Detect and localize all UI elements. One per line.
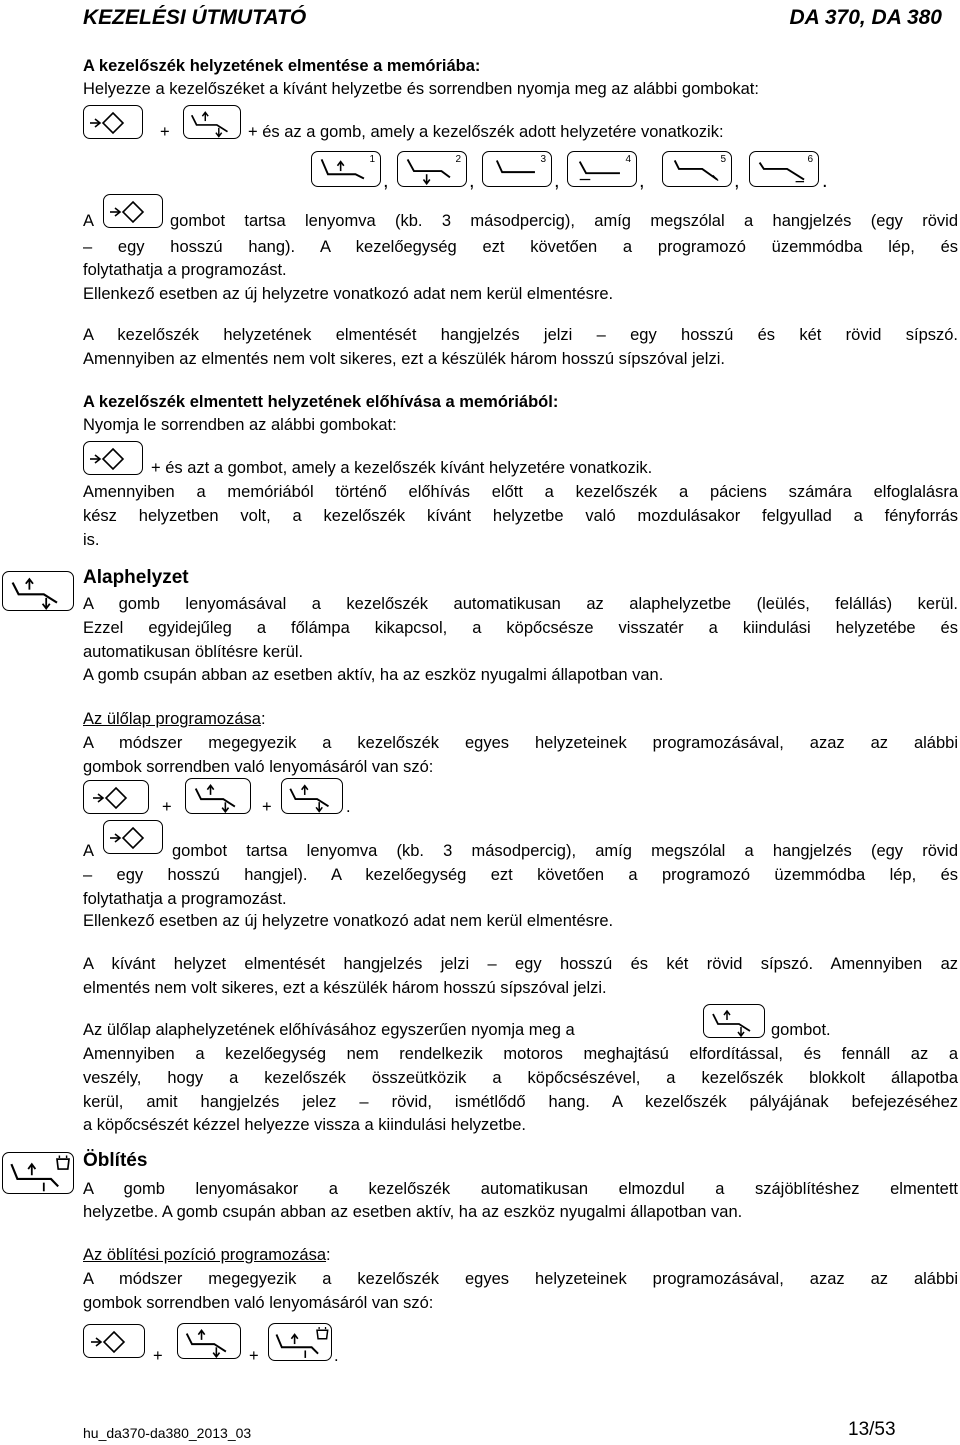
subsection-title: Az öblítési pozíció programozása: xyxy=(83,1246,331,1264)
position-number: 1 xyxy=(369,154,375,165)
period: . xyxy=(822,170,828,192)
position-number: 2 xyxy=(455,154,461,165)
text-line: A xyxy=(83,842,95,860)
page-number: 13/53 xyxy=(848,1419,896,1440)
text-line: + és az a gomb, amely a kezelőszék adott helyzetére vonatkozik: xyxy=(248,123,724,141)
position-1-icon xyxy=(311,151,381,187)
comma: , xyxy=(383,170,389,192)
plus-sign: + xyxy=(249,1347,259,1365)
plus-sign: + xyxy=(162,798,172,816)
subsection-title: Az ülőlap programozása: xyxy=(83,710,266,728)
text-line: gombok sorrendben való lenyomásáról van szó: xyxy=(83,1294,434,1312)
position-number: 6 xyxy=(807,154,813,165)
text-line: A módszer megegyezik a kezelőszék egyes helyzeteinek programozásával, azaz az alábbi xyxy=(83,734,958,752)
position-4-icon xyxy=(567,151,637,187)
position-3-icon xyxy=(482,151,552,187)
section-title-save: A kezelőszék helyzetének elmentése a memóriába: xyxy=(83,57,481,75)
text-line: A kívánt helyzet elmentését hangjelzés jelzi – egy hosszú és két rövid sípszó. Amennyiben az xyxy=(83,955,958,973)
text-line: A gomb csupán abban az esetben aktív, ha az eszköz nyugalmi állapotban van. xyxy=(83,666,664,684)
memory-icon xyxy=(83,780,149,814)
text-line: – egy hosszú hangjel). A kezelőegység ezt követően a programozó üzemmódba lép, és xyxy=(83,866,958,884)
period: . xyxy=(346,798,351,816)
chair-position-icon xyxy=(183,105,241,139)
text-line: A xyxy=(83,212,95,230)
text-line: – egy hosszú hang). A kezelőegység ezt követően a programozó üzemmódba lép, és xyxy=(83,238,958,256)
text-line: A gomb lenyomásakor a kezelőszék automatikusan elmozdul a szájöblítéshez elmentett xyxy=(83,1180,958,1198)
position-number: 4 xyxy=(625,154,631,165)
memory-icon xyxy=(83,1324,145,1358)
section-title-recall: A kezelőszék elmentett helyzetének előhívása a memóriából: xyxy=(83,393,559,411)
chair-position-icon xyxy=(185,778,251,814)
comma: , xyxy=(734,170,740,192)
comma: , xyxy=(469,170,475,192)
text-line: Ellenkező esetben az új helyzetre vonatkozó adat nem kerül elmentésre. xyxy=(83,912,614,930)
plus-sign: + xyxy=(160,123,170,141)
text-line: Nyomja le sorrendben az alábbi gombokat: xyxy=(83,416,397,434)
home-position-icon xyxy=(281,778,343,814)
text-line: A kezelőszék helyzetének elmentését hangjelzés jelzi – egy hosszú és két rövid sípszó. xyxy=(83,326,958,344)
text-line: gombok sorrendben való lenyomásáról van szó: xyxy=(83,758,434,776)
doc-title: KEZELÉSI ÚTMUTATÓ xyxy=(83,6,307,29)
text-line: kerül, amit hangjelzés jelez – rövid, ismétlődő hang. A kezelőszék pályájának befejezéséhez xyxy=(83,1093,958,1111)
chair-position-icon xyxy=(177,1323,241,1359)
comma: , xyxy=(639,170,645,192)
position-number: 5 xyxy=(720,154,726,165)
text-line: automatikusan öblítésre kerül. xyxy=(83,643,304,661)
home-position-icon xyxy=(703,1004,765,1038)
memory-icon xyxy=(83,105,143,139)
text-line: folytathatja a programozást. xyxy=(83,890,287,908)
text-line: elmentés nem volt sikeres, ezt a készülék három hosszú sípszóval jelzi. xyxy=(83,979,607,997)
plus-sign: + xyxy=(262,798,272,816)
section-title-rinse: Öblítés xyxy=(83,1150,148,1171)
memory-icon xyxy=(83,441,143,475)
text-line: Helyezze a kezelőszéket a kívánt helyzetbe és sorrendben nyomja meg az alábbi gombokat: xyxy=(83,80,759,98)
rinse-position-icon xyxy=(2,1152,74,1194)
text-line: A módszer megegyezik a kezelőszék egyes helyzeteinek programozásával, azaz az alábbi xyxy=(83,1270,958,1288)
text-line: a köpőcsészét kézzel helyezze vissza a kiindulási helyzetbe. xyxy=(83,1116,526,1134)
text-line: kész helyzetben volt, a kezelőszék kívánt helyzetbe való mozdulásakor felgyullad a fényforrás xyxy=(83,507,958,525)
text-line: gombot. xyxy=(771,1021,831,1039)
text-line: Az ülőlap alaphelyzetének előhívásához egyszerűen nyomja meg a xyxy=(83,1021,575,1039)
model-title: DA 370, DA 380 xyxy=(789,6,942,29)
section-title-home: Alaphelyzet xyxy=(83,567,189,588)
text-line: A gomb lenyomásával a kezelőszék automatikusan az alaphelyzetbe (leülés, felállás) kerül. xyxy=(83,595,958,613)
memory-icon xyxy=(103,194,163,228)
text-line: Amennyiben a memóriából történő előhívás előtt a kezelőszék a páciens számára elfoglalásra xyxy=(83,483,958,501)
text-line: is. xyxy=(83,531,100,549)
text-line: folytathatja a programozást. xyxy=(83,261,287,279)
memory-icon xyxy=(103,820,163,854)
text-line: gombot tartsa lenyomva (kb. 3 másodpercig), amíg megszólal a hangjelzés (egy rövid xyxy=(172,842,958,860)
position-5-icon xyxy=(662,151,732,187)
position-number: 3 xyxy=(540,154,546,165)
text-line: Amennyiben az elmentés nem volt sikeres, ezt a készülék három hosszú sípszóval jelzi. xyxy=(83,350,725,368)
text-line: Ezzel egyidejűleg a főlámpa kikapcsol, a köpőcsésze visszatér a kiindulási helyzetébe és xyxy=(83,619,958,637)
home-position-icon xyxy=(2,571,74,611)
position-6-icon xyxy=(749,151,819,187)
text-line: veszély, hogy a kezelőszék összeütközik a köpőcsészével, a kezelőszék blokkolt állapotba xyxy=(83,1069,958,1087)
period: . xyxy=(334,1347,339,1365)
text-line: helyzetbe. A gomb csupán abban az esetben aktív, ha az eszköz nyugalmi állapotban van. xyxy=(83,1203,743,1221)
rinse-position-icon xyxy=(268,1323,332,1361)
text-line: Ellenkező esetben az új helyzetre vonatkozó adat nem kerül elmentésre. xyxy=(83,285,614,303)
comma: , xyxy=(554,170,560,192)
text-line: Amennyiben a kezelőegység nem rendelkezik motoros meghajtású elfordítással, és fennáll az a xyxy=(83,1045,958,1063)
text-line: + és azt a gombot, amely a kezelőszék kívánt helyzetére vonatkozik. xyxy=(151,459,653,477)
text-line: gombot tartsa lenyomva (kb. 3 másodpercig), amíg megszólal a hangjelzés (egy rövid xyxy=(170,212,958,230)
position-2-icon xyxy=(397,151,467,187)
plus-sign: + xyxy=(153,1347,163,1365)
footer-doc-id: hu_da370-da380_2013_03 xyxy=(83,1425,252,1441)
